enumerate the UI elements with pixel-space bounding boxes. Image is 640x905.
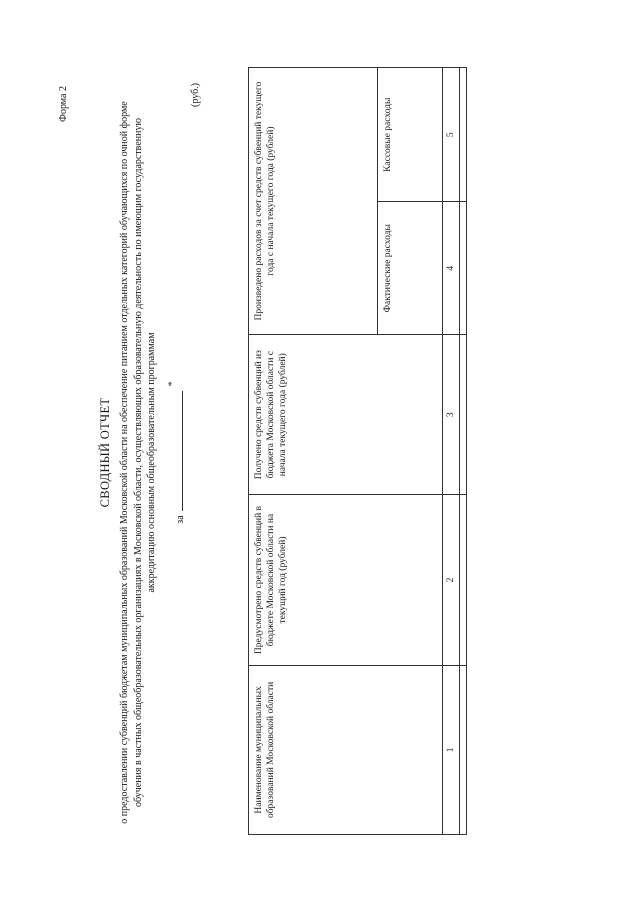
period-prefix: за [175, 515, 186, 524]
col-number: 5 [443, 68, 460, 202]
report-subtitle: о предоставлении субвенций бюджетам муниципальных образований Московской области на обеспечение питанием отдельных категорий обучающихся по очной форме обучения в частных общеобразовательных организациях в Московской области, осуществляющих образовательную деятельность по имеющим государственную аккредитацию основным общеобразовательным программам [119, 101, 157, 824]
period-footnote-mark: * [167, 381, 178, 387]
header-col2: Предусмотрено средств субвенций в бюджете Московской области на текущий год (рублей) [249, 495, 443, 666]
empty-cell [460, 335, 467, 495]
col-number: 2 [443, 495, 460, 666]
empty-cell [460, 495, 467, 666]
header-col5: Кассовые расходы [378, 68, 443, 202]
header-col45: Произведено расходов за счет средств субвенций текущего года с начала текущего года (рублей) [249, 68, 378, 335]
empty-cell [460, 68, 467, 202]
empty-cell [460, 202, 467, 335]
form-label: Форма 2 [58, 86, 69, 122]
header-col1: Наименование муниципальных образований Московской области [249, 665, 443, 834]
col-number: 3 [443, 335, 460, 495]
empty-cell [460, 665, 467, 834]
header-row [249, 68, 378, 835]
header-col3: Получено средств субвенций из бюджета Московской области с начала текущего года (рублей) [249, 335, 443, 495]
table-row [460, 68, 467, 835]
header-col4: Фактические расходы [378, 202, 443, 335]
number-row [443, 68, 460, 835]
col-number: 1 [443, 665, 460, 834]
period-line [167, 0, 186, 905]
currency-note: (руб.) [190, 83, 201, 107]
period-blank [172, 391, 183, 511]
report-title: СВОДНЫЙ ОТЧЕТ [98, 397, 112, 508]
report-table [248, 67, 467, 835]
col-number: 4 [443, 202, 460, 335]
